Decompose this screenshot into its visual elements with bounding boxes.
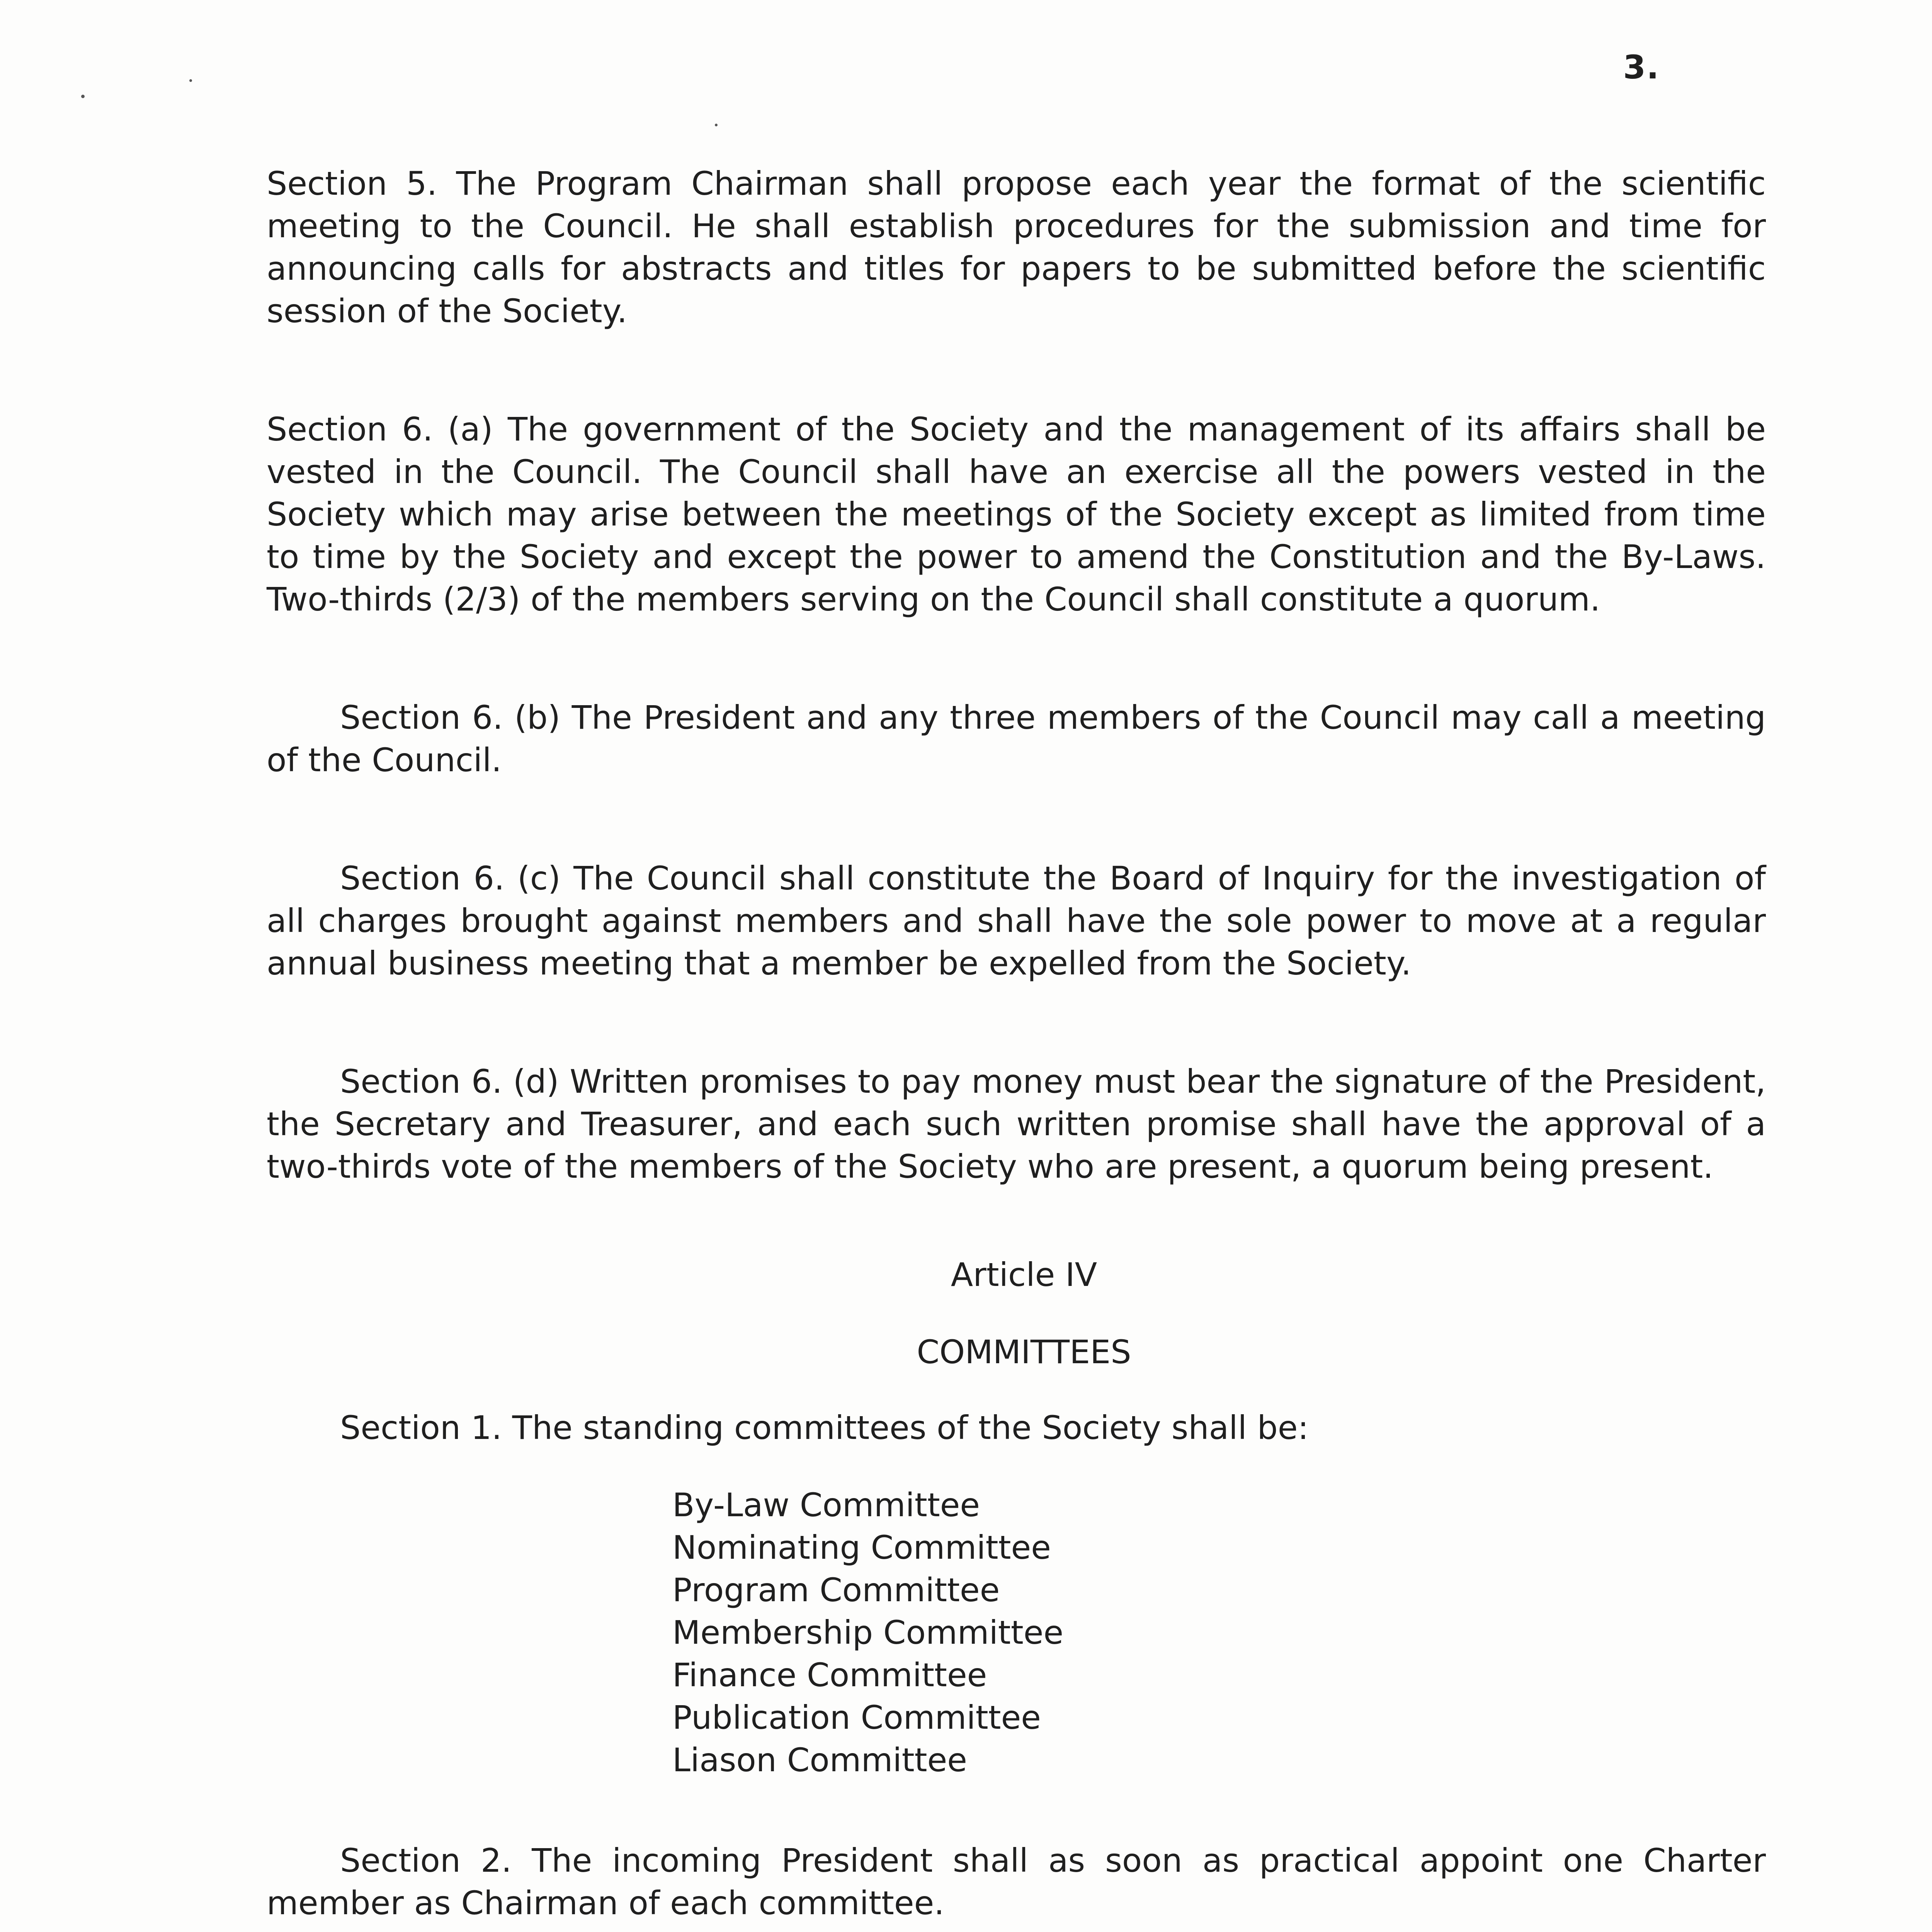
- standing-committees-list: [672, 1484, 1766, 1781]
- scan-speck: [715, 124, 718, 126]
- document-body: [267, 162, 1766, 1932]
- section-5-paragraph: Section 5. The Program Chairman shall propose each year the format of the scientific meeting to the Council. He shall establish procedures for the submission and time for announcing calls for abstracts and titles for papers to be submitted before the scientific session of the Society.: [267, 165, 1766, 330]
- scan-speck: [81, 95, 85, 98]
- list-item: Nominating Committee: [672, 1529, 1051, 1566]
- section-6c-paragraph: Section 6. (c) The Council shall constitute the Board of Inquiry for the investigation of all charges brought against members and shall have the sole power to move at a regular annual business meeting that a member be expelled from the Society.: [267, 859, 1766, 982]
- section-6b-paragraph: Section 6. (b) The President and any three members of the Council may call a meeting of the Council.: [267, 699, 1766, 779]
- list-item: Membership Committee: [672, 1614, 1064, 1651]
- page-number: 3.: [1623, 48, 1660, 86]
- section-6a-paragraph: Section 6. (a) The government of the Society and the management of its affairs shall be vested in the Council. The Council shall have an exercise all the powers vested in the Society which may arise between the meetings of the Society except as limited from time to time by the Society and except the power to amend the Constitution and the By-Laws. Two-thirds (2/3) of the members serving on the Council shall constitute a quorum.: [267, 410, 1766, 618]
- section-2-paragraph: Section 2. The incoming President shall as soon as practical appoint one Charter member as Chairman of each committee.: [267, 1842, 1766, 1922]
- list-item: By-Law Committee: [672, 1486, 980, 1524]
- section-6d-paragraph: Section 6. (d) Written promises to pay money must bear the signature of the President, the Secretary and Treasurer, and each such written promise shall have the approval of a two-thirds vote of the members of the Society who are present, a quorum being present.: [267, 1063, 1766, 1185]
- list-item: Liason Committee: [672, 1741, 967, 1779]
- committees-heading: COMMITTEES: [917, 1333, 1131, 1371]
- list-item: Program Committee: [672, 1571, 1000, 1609]
- section-1-paragraph: Section 1. The standing committees of the Society shall be:: [340, 1409, 1309, 1447]
- scan-speck: [189, 79, 192, 82]
- article-iv-title: Article IV: [951, 1256, 1097, 1294]
- list-item: Finance Committee: [672, 1656, 987, 1694]
- list-item: Publication Committee: [672, 1699, 1041, 1736]
